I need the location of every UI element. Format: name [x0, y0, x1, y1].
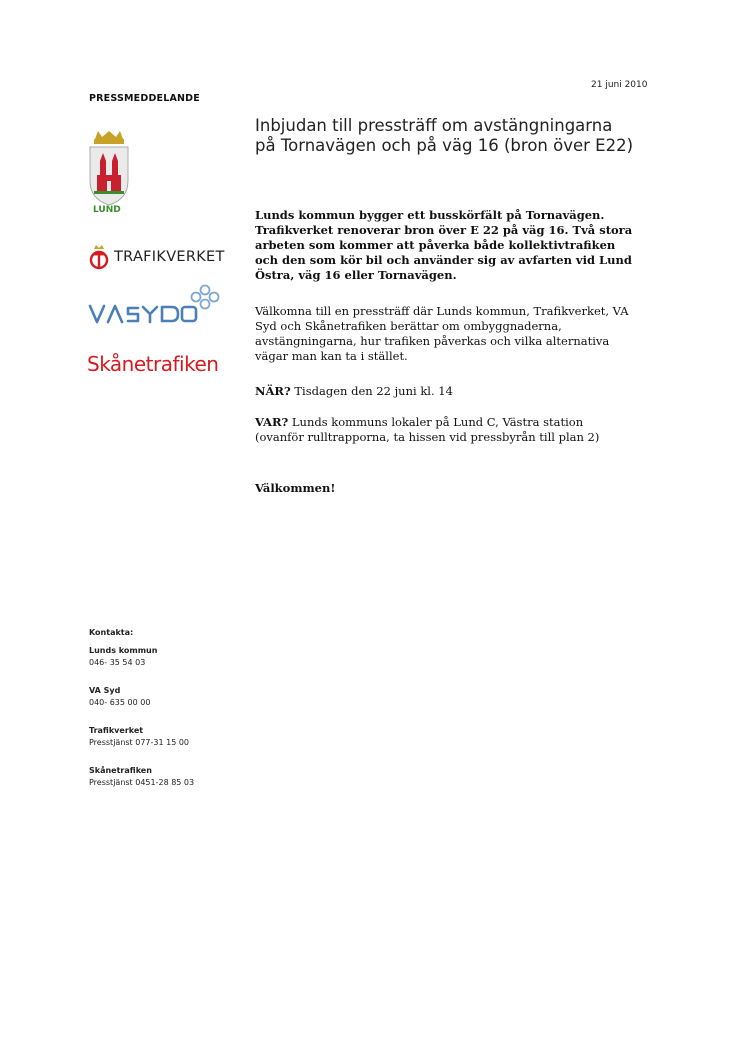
trafikverket-logo-text: TRAFIKVERKET: [114, 249, 225, 265]
release-date: 21 juni 2010: [591, 80, 648, 90]
contact-phone: Presstjänst 0451-28 85 03: [89, 778, 195, 787]
trafikverket-emblem-icon: [87, 244, 111, 270]
when-value: Tisdagen den 22 juni kl. 14: [290, 384, 453, 398]
vasyd-logo: [88, 284, 228, 328]
contact-entry: [89, 765, 289, 789]
contact-phone: 040- 635 00 00: [89, 698, 151, 707]
press-release-label: PRESSMEDDELANDE: [89, 93, 200, 104]
contact-org: VA Syd: [89, 686, 121, 695]
contacts-section: [89, 628, 289, 805]
contact-org: Trafikverket: [89, 726, 144, 735]
lund-logo-text: LUND: [93, 205, 121, 215]
when-label: NÄR?: [255, 384, 291, 398]
contact-entry: [89, 685, 289, 709]
where-label: VAR?: [255, 415, 289, 429]
contact-org: Lunds kommun: [89, 646, 158, 655]
contact-phone: Presstjänst 077-31 15 00: [89, 738, 190, 747]
where-paragraph: [255, 415, 635, 445]
contact-org: Skånetrafiken: [89, 766, 152, 775]
contacts-heading: Kontakta:: [89, 628, 134, 637]
when-paragraph: [255, 384, 635, 399]
lead-paragraph: Lunds kommun bygger ett busskörfält på Tornavägen. Trafikverket renoverar bron över E 22 på väg 16. Två stora arbeten som kommer att påverka både kollektivtrafiken och den som kör bil och använder sig av avfarten vid Lund Östra, väg 16 eller Tornavägen.: [255, 208, 633, 282]
where-value: Lunds kommuns lokaler på Lund C, Västra station (ovanför rulltrapporna, ta hissen vid pressbyrån till plan 2): [255, 415, 600, 444]
contact-phone: 046- 35 54 03: [89, 658, 146, 667]
skanetrafiken-logo: Skånetrafiken: [87, 352, 219, 376]
contact-entry: [89, 645, 289, 669]
intro-paragraph: Välkomna till en pressträff där Lunds kommun, Trafikverket, VA Syd och Skånetrafiken berättar om ombyggnaderna, avstängningarna, hur trafiken påverkas och vilka alternativa vägar man kan ta i stället.: [255, 304, 629, 363]
contact-entry: [89, 725, 289, 749]
trafikverket-logo: [87, 244, 237, 272]
page-title: Inbjudan till pressträff om avstängningarna på Tornavägen och på väg 16 (bron över E22): [255, 116, 634, 155]
welcome-text: Välkommen!: [255, 481, 336, 495]
